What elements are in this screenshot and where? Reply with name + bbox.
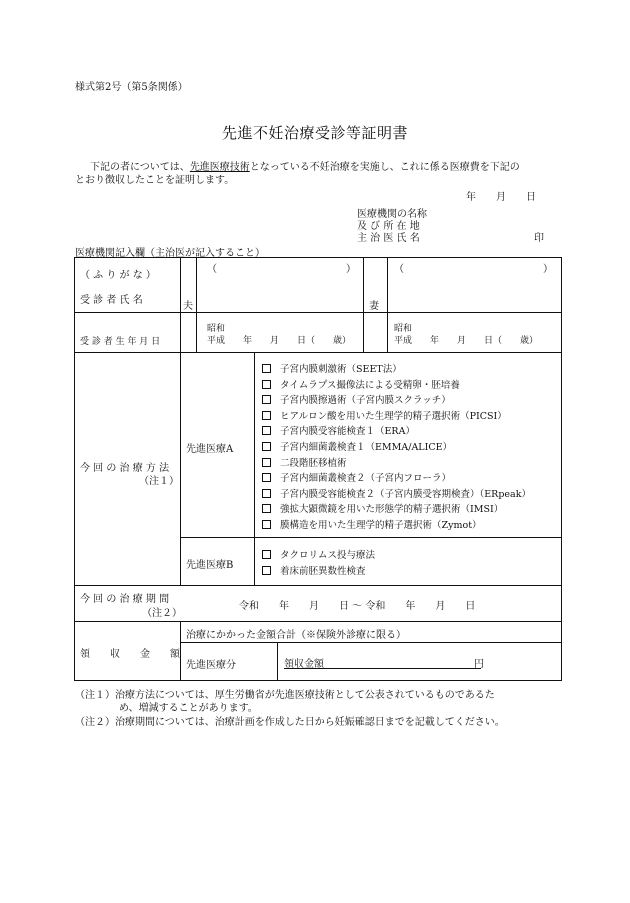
- advanced-a-item: [262, 392, 451, 406]
- amount-label: 領 収 金 額: [80, 649, 180, 660]
- col-divider: [180, 621, 181, 681]
- method-label: 今 回 の 治 療 方 法: [80, 463, 170, 474]
- husband-furigana-paren-open: （: [207, 264, 217, 275]
- checkbox[interactable]: [262, 520, 271, 529]
- advanced-a-item-label: 子宮内細菌叢検査１（EMMA/ALICE）: [280, 442, 453, 453]
- advanced-a-item-label: 膜構造を用いた生理学的精子選択術（Zymot）: [280, 520, 482, 531]
- checkbox[interactable]: [262, 504, 271, 513]
- row-divider: [74, 621, 562, 622]
- intro-pre: 下記の者については、: [90, 162, 190, 173]
- row-divider: [180, 642, 562, 643]
- advanced-a-item-label: 子宮内膜受容能検査１（ERA）: [280, 426, 415, 438]
- col-divider: [363, 257, 364, 352]
- advanced-a-item: [262, 361, 402, 375]
- doctor-name-label: 主 治 医 氏 名: [357, 233, 420, 244]
- intro-line-2: とおり徴収したことを証明します。: [75, 175, 235, 186]
- advanced-a-item-label: 子宮内膜擦過術（子宮内膜スクラッチ）: [280, 395, 451, 407]
- institution-address-label: 及 び 所 在 地: [357, 221, 420, 232]
- furigana-label: （ ふ り が な ）: [80, 270, 156, 281]
- advanced-a-item: [262, 501, 503, 515]
- checkbox[interactable]: [262, 473, 271, 482]
- wife-label: 妻: [369, 301, 379, 312]
- advanced-a-item-label: 子宮内細菌叢検査２（子宮内フローラ）: [280, 473, 452, 485]
- advanced-a-item-label: ヒアルロン酸を用いた生理学的精子選択術（PICSI）: [280, 410, 507, 422]
- checkbox[interactable]: [262, 395, 271, 404]
- checkbox[interactable]: [262, 442, 271, 451]
- patient-name-label: 受 診 者 氏 名: [80, 295, 143, 306]
- yen-unit: 円: [474, 659, 484, 670]
- seal-mark: 印: [534, 233, 544, 244]
- advanced-a-item-label: 強拡大顕微鏡を用いた形態学的精子選択術（IMSI）: [280, 504, 504, 516]
- checkbox[interactable]: [262, 364, 271, 373]
- col-divider: [180, 257, 181, 585]
- checkbox[interactable]: [262, 550, 271, 559]
- wife-furigana-paren-open: （: [394, 264, 404, 275]
- section-label: 医療機関記入欄（主治医が記入すること）: [75, 248, 265, 259]
- row-divider: [74, 312, 562, 313]
- period-value: 令和 年 月 日 〜 令和 年 月 日: [239, 601, 476, 612]
- institution-name-label: 医療機関の名称: [357, 209, 427, 220]
- advanced-a-item-label: 子宮内膜刺激術（SEET法）: [280, 364, 402, 375]
- form-number: 様式第2号（第5条関係）: [75, 82, 188, 93]
- note-1-line-2: め、増減することがあります。: [119, 703, 258, 714]
- advanced-a-item: [262, 439, 452, 453]
- advanced-b-item: [262, 563, 366, 577]
- row-divider: [74, 585, 562, 586]
- received-amount-underline: [284, 668, 481, 669]
- col-divider: [387, 257, 388, 352]
- checkbox[interactable]: [262, 489, 271, 498]
- husband-era-showa: 昭和: [207, 324, 226, 334]
- note-1-line-1: （注１）治療方法については、厚生労働省が先進医療技術として公表されているものであるた: [75, 690, 495, 701]
- advanced-b-item-label: タクロリムス投与療法: [280, 550, 376, 561]
- advanced-b-item-label: 着床前胚異数性検査: [280, 566, 366, 577]
- checkbox[interactable]: [262, 566, 271, 575]
- issue-date: 年 月 日: [466, 192, 536, 203]
- method-note: （注１）: [139, 476, 179, 487]
- birth-date-label: 受 診 者 生 年 月 日: [80, 337, 161, 347]
- checkbox[interactable]: [262, 426, 271, 435]
- advanced-a-item: [262, 408, 507, 422]
- advanced-a-item-label: 子宮内膜受容能検査２（子宮内膜受容期検査）（ERpeak）: [280, 488, 531, 500]
- advanced-b-item: [262, 547, 375, 561]
- period-label: 今 回 の 治 療 期 間: [80, 594, 170, 605]
- advanced-a-item: [262, 517, 482, 531]
- advanced-a-item: [262, 470, 451, 484]
- advanced-a-item: [262, 377, 460, 391]
- row-divider: [180, 537, 562, 538]
- checkbox[interactable]: [262, 380, 271, 389]
- advanced-a-item-label: タイムラプス撮像法による受精卵・胚培養: [280, 379, 460, 391]
- row-divider: [74, 352, 562, 353]
- husband-label: 夫: [183, 301, 193, 312]
- intro-post: となっている不妊治療を実施し、これに係る医療費を下記の: [249, 162, 520, 173]
- period-note: （注２）: [142, 608, 182, 619]
- husband-furigana-paren-close: ）: [346, 264, 356, 275]
- wife-furigana-paren-close: ）: [543, 264, 553, 275]
- wife-era-showa: 昭和: [394, 324, 413, 334]
- husband-era-heisei: 平成 年 月 日（ 歳）: [207, 336, 352, 346]
- page-title: 先進不妊治療受診等証明書: [222, 124, 409, 142]
- advanced-a-item: [262, 423, 415, 437]
- received-amount-label: 領収金額: [284, 659, 324, 670]
- advanced-a-label: 先進医療A: [186, 444, 234, 455]
- advanced-a-item: [262, 486, 531, 500]
- advanced-a-item-label: 二段階胚移植術: [280, 457, 347, 469]
- col-divider: [254, 352, 255, 585]
- col-divider: [196, 257, 197, 352]
- checkbox[interactable]: [262, 458, 271, 467]
- wife-era-heisei: 平成 年 月 日（ 歳）: [394, 336, 539, 346]
- checkbox[interactable]: [262, 411, 271, 420]
- col-divider: [277, 642, 278, 681]
- advanced-a-item: [262, 455, 347, 469]
- total-amount-label: 治療にかかった金額合計（※保険外診療に限る）: [186, 630, 406, 641]
- intro-link-advanced-tech: 先進医療技術: [189, 162, 250, 173]
- advanced-part-label: 先進医療分: [186, 660, 236, 671]
- advanced-b-label: 先進医療B: [186, 560, 234, 571]
- note-2: （注２）治療期間については、治療計画を作成した日から妊娠確認日までを記載してください。: [75, 717, 505, 728]
